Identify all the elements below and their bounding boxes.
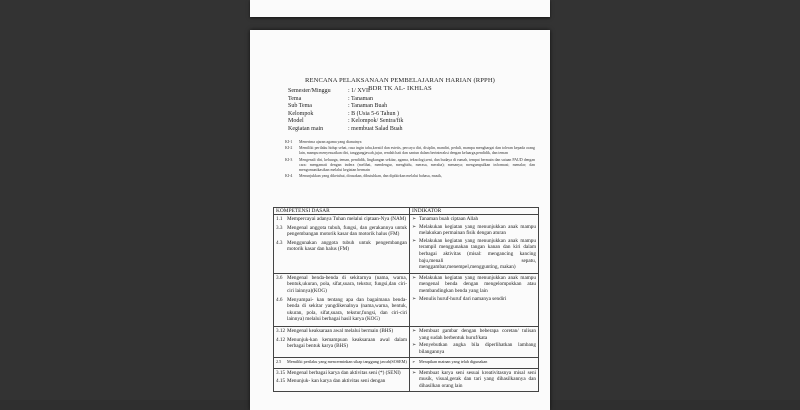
kd-item <box>276 359 407 364</box>
kd-text: Mempercayai adanya Tuhan melalui ciptaan-Nya (NAM) <box>287 216 407 222</box>
kd-code: 4.6 <box>276 296 283 303</box>
kd-cell <box>274 358 410 368</box>
table-header-kd: KOMPETENSI DASAR <box>274 208 410 215</box>
meta-row <box>288 118 528 126</box>
kd-cell <box>274 368 410 392</box>
kd-code: 3.3 <box>276 224 283 231</box>
arrow-bullet-icon: ➢ <box>412 216 417 222</box>
kd-code: 1.1 <box>276 216 283 222</box>
core-competencies <box>285 140 535 180</box>
document-page <box>250 30 550 410</box>
ki-item <box>285 174 535 179</box>
kd-cell <box>274 273 410 326</box>
indikator-text: Membuat karya seni sesuai kreativitasnya misal seni musik, visual,gerak dan tari yang dihasilkannya dan dihasilkan orang lain <box>419 369 536 389</box>
indikator-item <box>412 238 536 271</box>
kd-text: Mengenal anggota tubuh, fungsi, dan gerakannya untuk pengembangan motorik kasar dan motorik halus (FM) <box>287 224 407 238</box>
indikator-cell <box>410 358 539 368</box>
arrow-bullet-icon: ➢ <box>412 327 417 334</box>
indikator-text: Melakukan kegiatan yang menunjukkan anak mampu melakukan permainan fisik dengan aturan <box>419 223 536 237</box>
meta-value: : Kelompok/ Sentra/fik <box>348 118 404 124</box>
previous-page <box>250 0 550 17</box>
meta-key: Kelompok <box>288 110 314 117</box>
indikator-item <box>412 342 536 355</box>
ki-item <box>285 146 535 156</box>
table-row <box>274 326 539 357</box>
indikator-text: Membuat gambar dengan beberapa coretan/ tulisan yang sudah berbentuk huruf/kata <box>419 327 536 341</box>
kd-item <box>276 297 407 323</box>
kd-item <box>276 337 407 350</box>
ki-text: Memiliki perilaku hidup sehat, rasa ingin tahu,kreatif dan estetis, percaya diri, disiplin, mandiri, peduli, mampu menghargai dan toleran kepada orang lain, mampu menyesuaikan diri, tanggungjawab,jujur, rendah hati dan santun dalam berinteraksi dengan keluarga,pendidik, dan teman <box>299 146 535 156</box>
kd-code: 3.15 <box>276 369 286 376</box>
competency-table <box>273 207 539 392</box>
indikator-cell <box>410 273 539 326</box>
meta-value: : B (Usia 5-6 Tahun ) <box>348 110 399 117</box>
kd-item <box>276 378 407 385</box>
meta-key: Sub Tema <box>288 103 312 109</box>
indikator-item <box>412 275 536 295</box>
kd-text: Menunjuk-kan kemampuan keaksaraan awal dalam berbagai bentuk karya (BHS) <box>287 336 407 350</box>
ki-code: KI-2 <box>285 146 293 151</box>
meta-row <box>288 126 528 134</box>
kd-code: 3.6 <box>276 274 283 281</box>
indikator-item <box>412 359 536 364</box>
table-row <box>274 273 539 326</box>
meta-row <box>288 111 528 119</box>
kd-text: Mengenal berbagai karya dan aktivitas seni (*) (SENI) <box>287 369 401 376</box>
indikator-item <box>412 216 536 223</box>
kd-item <box>276 225 407 238</box>
arrow-bullet-icon: ➢ <box>412 359 416 365</box>
indikator-cell <box>410 326 539 357</box>
table-row <box>274 215 539 274</box>
meta-block <box>288 88 528 133</box>
indikator-text: Menulis huruf-huruf dari namanya sendiri <box>419 295 507 302</box>
meta-value: : membuat Salad Buah <box>348 125 403 132</box>
arrow-bullet-icon: ➢ <box>412 342 417 349</box>
ki-text: Menerima ajaran agama yang dianutnya <box>299 140 362 144</box>
document-title: RENCANA PELAKSANAAN PEMBELAJARAN HARIAN (RPPH) <box>305 77 495 84</box>
table-row <box>274 368 539 392</box>
kd-text: Menyampai- kan tentang apa dan bagaimana benda-benda di sekitar yangdikenalnya (nama,warna, bentuk, ukuran, pola, sifat,suara, tekstur,fungsi, dan ciri-ciri lainnya) melalui berbagai hasil karya (KOG) <box>287 296 407 323</box>
table-row <box>274 358 539 368</box>
indikator-text: Melakukan kegiatan yang menunjukkan anak mampu terampil menggunakan tangan kanan dan kiri dalam berbagai aktivitas (misal: mengancing kancing baju,menali sepatu, menggambar,menempel,menggunting, makan) <box>419 237 536 271</box>
kd-text: Mengenal keaksaraan awal melalui bermain (BHS) <box>287 327 394 334</box>
kd-text: Memiliki perilaku yang mencerminkan sikap tanggung jawab(SOSEM) <box>287 359 407 365</box>
kd-code: 3.12 <box>276 327 286 334</box>
arrow-bullet-icon: ➢ <box>412 369 417 376</box>
indikator-cell <box>410 368 539 392</box>
meta-row <box>288 103 528 111</box>
arrow-bullet-icon: ➢ <box>412 274 417 281</box>
indikator-text: Menyebutkan angka bila diperlihatkan lambang bilangannya <box>419 342 536 355</box>
indikator-cell <box>410 215 539 274</box>
kd-code: 4.12 <box>276 336 286 343</box>
kd-code: 4.15 <box>276 378 286 385</box>
meta-row <box>288 88 528 96</box>
kd-text: Menunjuk- kan karya dan aktivitas seni dengan <box>287 378 386 385</box>
ki-text: Menunjukkan yang diketahui, dirasakan, dibutuhkan, dan dipikirkan melalui bahasa, musik, <box>299 174 443 179</box>
meta-row <box>288 96 528 104</box>
meta-key: Model <box>288 118 304 124</box>
indikator-item <box>412 224 536 237</box>
table-header-row <box>274 208 539 215</box>
ki-code: KI-1 <box>285 140 293 144</box>
arrow-bullet-icon: ➢ <box>412 295 417 302</box>
ki-item <box>285 140 535 145</box>
table-header-indikator: INDIKATOR <box>410 208 539 215</box>
indikator-item <box>412 296 536 303</box>
indikator-item <box>412 328 536 341</box>
kd-item <box>276 240 407 253</box>
meta-value: : 1/ XVII <box>348 88 370 94</box>
kd-item <box>276 328 407 335</box>
indikator-text: Tanaman buah ciptaan Allah <box>419 216 479 222</box>
arrow-bullet-icon: ➢ <box>412 237 417 244</box>
meta-value: : Tanaman Buah <box>348 103 388 109</box>
kd-code: 4.3 <box>276 239 283 246</box>
meta-key: Tema <box>288 95 302 102</box>
kd-text: Mengenal benda-benda di sekitarnya (nama, warna, bentuk,ukuran, pola, sifat,suara, tekstur, fungsi,dan ciri-ciri lainnya)(KOG) <box>287 274 407 294</box>
kd-item <box>276 275 407 295</box>
kd-cell <box>274 326 410 357</box>
meta-key: Kegiatan main <box>288 125 324 132</box>
meta-value: : Tanaman <box>348 95 373 102</box>
kd-cell <box>274 215 410 274</box>
kd-item <box>276 216 407 223</box>
meta-key: Semester/Minggu <box>288 88 331 94</box>
ki-code: KI-3 <box>285 157 293 162</box>
arrow-bullet-icon: ➢ <box>412 223 417 230</box>
indikator-text: Melakukan kegiatan yang menunjukkan anak mampu mengenal benda dengan mengelompokkan atau membandingkan benda yang lain <box>419 274 536 294</box>
ki-text: Mengenali diri, keluarga, teman, pendidik, lingkungan sekitar, agama, teknologi,seni, dan budaya di rumah, tempat bermain dan satuan PAUD dengan cara: mengamati dengan indera (melihat, mendengar, menghidu, merasa, meraba); menanya; mengumpulkan informasi; menalar; dan mengomunikasikan melalui kegiatan bermain <box>299 157 535 173</box>
ki-item <box>285 158 535 174</box>
kd-text: Menggunakan anggota tubuh untuk pengembangan motorik kasar dan halus (FM) <box>287 239 407 253</box>
kd-code: 2.5 <box>276 359 282 365</box>
kd-item <box>276 370 407 377</box>
indikator-text: Merapikan mainan yang telah digunakan <box>419 359 488 365</box>
ki-code: KI-4 <box>285 174 293 179</box>
indikator-item <box>412 370 536 390</box>
document-subtitle: BDR TK AL- IKHLAS <box>368 85 432 92</box>
